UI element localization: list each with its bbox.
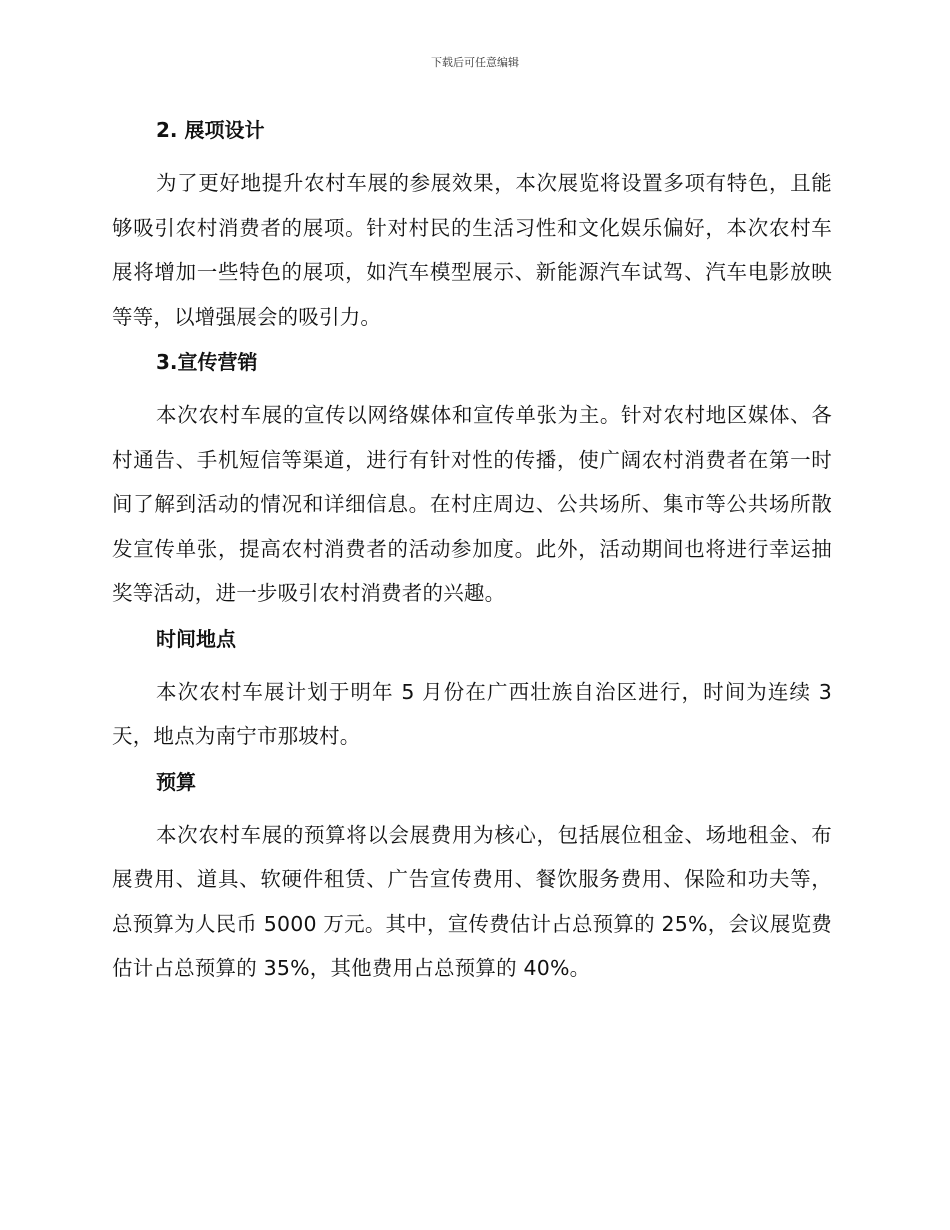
section-paragraph: 为了更好地提升农村车展的参展效果，本次展览将设置多项有特色，且能够吸引农村消费者的展项。针对村民的生活习性和文化娱乐偏好，本次农村车展将增加一些特色的展项，如汽车模型展示、新能源汽车试驾、汽车电影放映等等，以增强展会的吸引力。	[112, 171, 832, 329]
section-budget	[112, 767, 832, 991]
section-heading: 时间地点	[156, 626, 236, 651]
section-paragraph: 本次农村车展的预算将以会展费用为核心，包括展位租金、场地租金、布展费用、道具、软硬件租赁、广告宣传费用、餐饮服务费用、保险和功夫等，总预算为人民币 5000 万元。其中，宣传费估计占总预算的 25%，会议展览费估计占总预算的 35%，其他费用占总预算的 40%。	[112, 822, 832, 980]
section-heading: 3.宣传营销	[156, 350, 258, 374]
section-exhibit-design	[112, 115, 832, 339]
document-body	[112, 115, 832, 999]
section-time-location	[112, 624, 832, 759]
section-heading: 2. 展项设计	[156, 118, 265, 142]
section-paragraph: 本次农村车展的宣传以网络媒体和宣传单张为主。针对农村地区媒体、各村通告、手机短信等渠道，进行有针对性的传播，使广阔农村消费者在第一时间了解到活动的情况和详细信息。在村庄周边、公共场所、集市等公共场所散发宣传单张，提高农村消费者的活动参加度。此外，活动期间也将进行幸运抽奖等活动，进一步吸引农村消费者的兴趣。	[112, 403, 832, 605]
section-paragraph: 本次农村车展计划于明年 5 月份在广西壮族自治区进行，时间为连续 3 天，地点为南宁市那坡村。	[112, 679, 832, 748]
section-heading: 预算	[156, 769, 196, 794]
page-header: 下载后可任意编辑	[431, 56, 519, 69]
section-marketing	[112, 347, 832, 616]
